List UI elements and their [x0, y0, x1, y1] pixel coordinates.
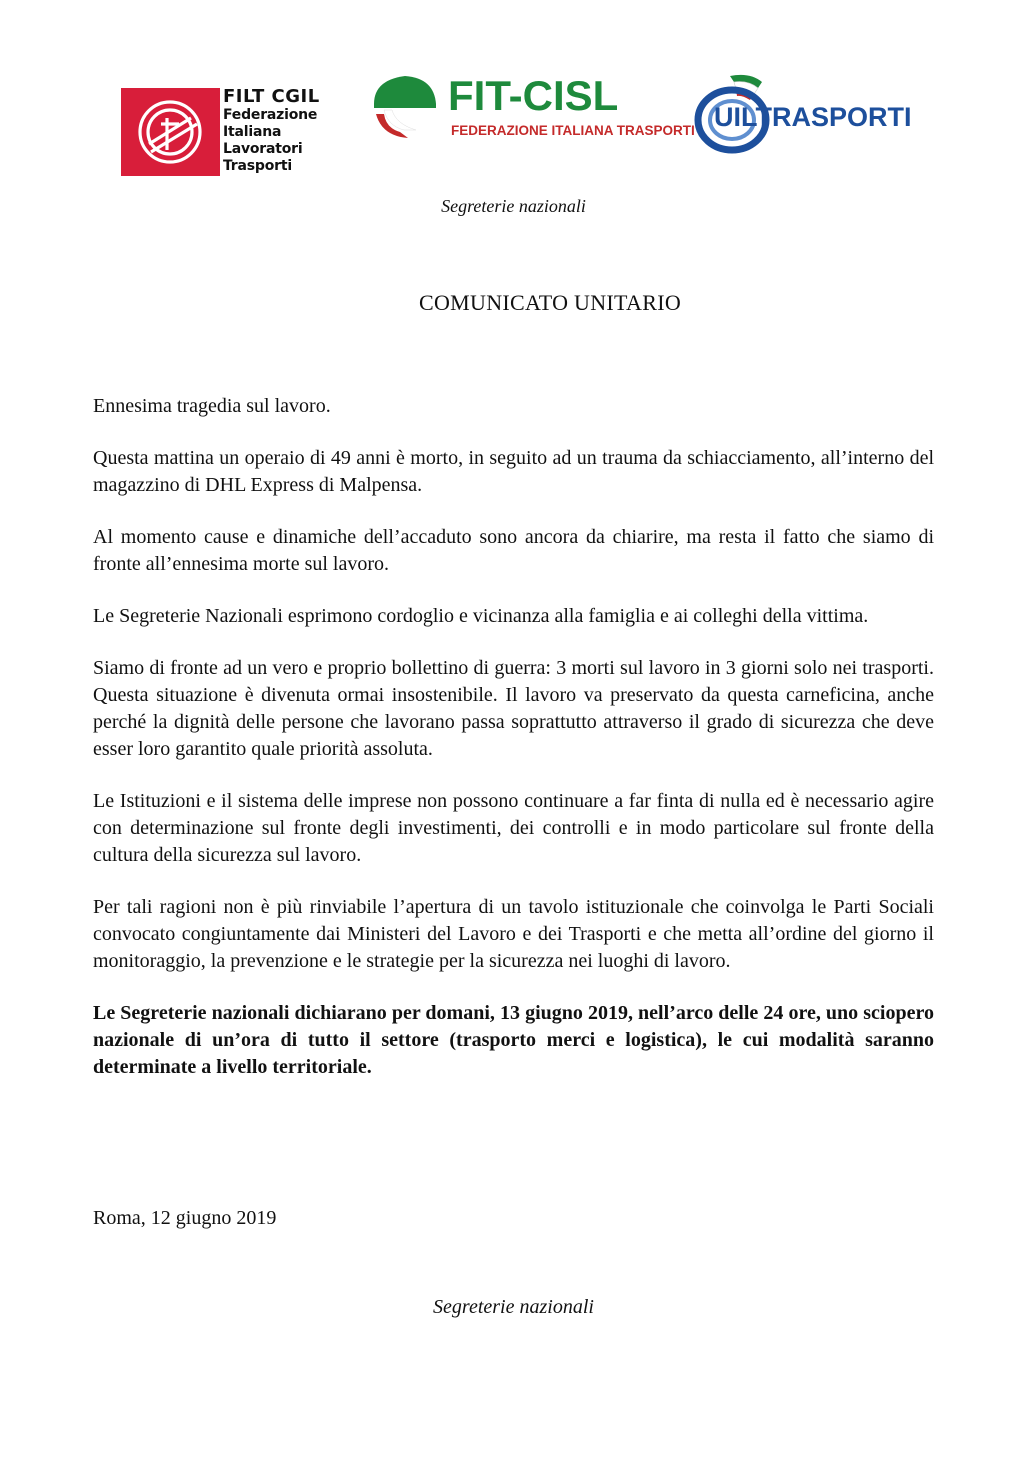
fit-cisl-logo [370, 70, 695, 150]
document-body [93, 393, 934, 1106]
fit-cisl-subtitle: FEDERAZIONE ITALIANA TRASPORTI [451, 123, 695, 138]
filt-line-2: Italiana [223, 124, 282, 140]
document-date: Roma, 12 giugno 2019 [93, 1207, 277, 1229]
filt-emblem-icon [121, 88, 220, 176]
paragraph-3: Al momento cause e dinamiche dell’accaduto sono ancora da chiarire, ma resta il fatto che siamo di fronte all’ennesima morte sul lavoro. [93, 526, 934, 575]
segreterie-header: Segreterie nazionali [441, 196, 586, 216]
filt-line-3: Lavoratori [223, 141, 303, 157]
uiltrasporti-logo [690, 70, 930, 160]
paragraph-2: Questa mattina un operaio di 49 anni è morto, in seguito ad un trauma da schiacciamento, all’interno del magazzino di DHL Express di Malpensa. [93, 447, 934, 496]
filt-cgil-logo [121, 88, 331, 176]
paragraph-7: Per tali ragioni non è più rinviabile l’apertura di un tavolo istituzionale che coinvolga le Parti Sociali convocato congiuntamente dai Ministeri del Lavoro e dei Trasporti e che metta all’ordine del giorno il monitoraggio, la prevenzione e le strategie per la sicurezza nei luoghi di lavoro. [93, 896, 934, 972]
strike-announcement: Le Segreterie nazionali dichiarano per domani, 13 giugno 2019, nell’arco delle 24 ore, uno sciopero nazionale di un’ora di tutto il settore (trasporto merci e logistica), le cui modalità saranno determinate a livello territoriale. [93, 1002, 934, 1078]
paragraph-1: Ennesima tragedia sul lavoro. [93, 395, 331, 417]
fit-cisl-emblem-icon [370, 70, 440, 140]
paragraph-4: Le Segreterie Nazionali esprimono cordoglio e vicinanza alla famiglia e ai colleghi della vittima. [93, 605, 869, 627]
signature: Segreterie nazionali [433, 1296, 594, 1318]
filt-line-1: Federazione [223, 107, 318, 123]
paragraph-6: Le Istituzioni e il sistema delle imprese non possono continuare a far finta di nulla ed è necessario agire con determinazione sul fronte degli investimenti, dei controlli e in modo particolare sul fronte della cultura della sicurezza sul lavoro. [93, 790, 934, 866]
fit-cisl-name: FIT-CISL [448, 72, 619, 119]
filt-title: FILT CGIL [223, 86, 320, 107]
document-title: COMUNICATO UNITARIO [418, 290, 682, 315]
paragraph-5: Siamo di fronte ad un vero e proprio bollettino di guerra: 3 morti sul lavoro in 3 giorni solo nei trasporti. Questa situazione è divenuta ormai insostenibile. Il lavoro va preservato da questa carneficina, anche perché la dignità delle persone che lavorano passa soprattutto attraverso il grado di sicurezza che deve esser loro garantito quale priorità assoluta. [93, 657, 934, 760]
uiltrasporti-name: UILTRASPORTI [714, 102, 912, 132]
filt-line-4: Trasporti [223, 158, 292, 174]
logo-bar [0, 70, 1027, 180]
